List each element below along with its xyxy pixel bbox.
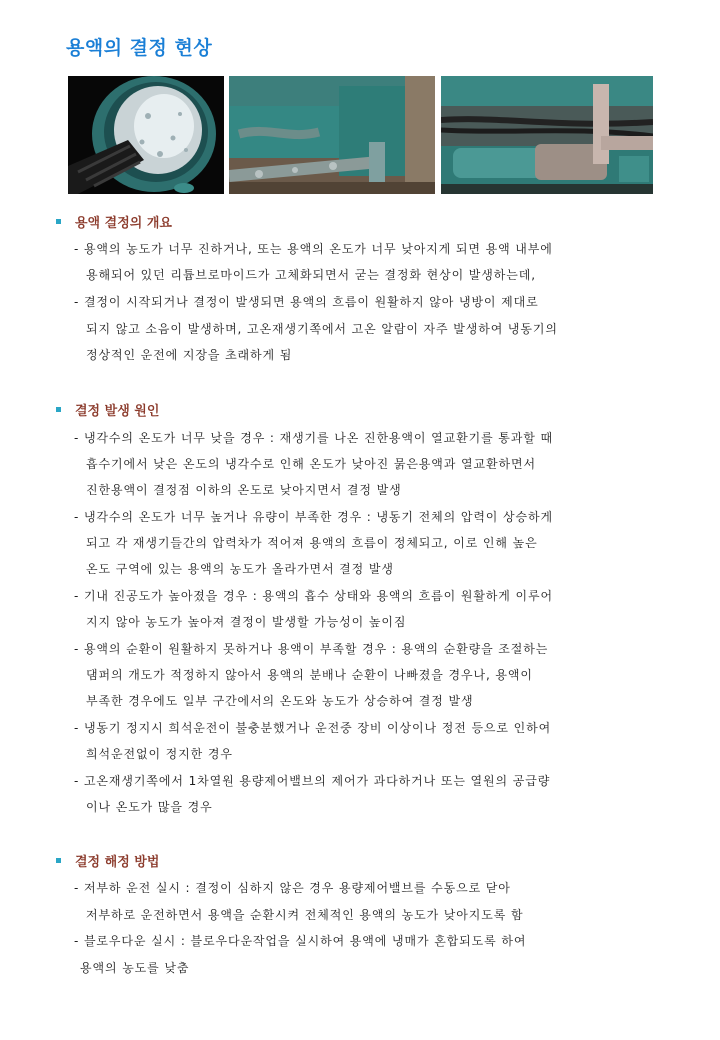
causes-line: 흡수기에서 낮은 온도의 냉각수로 인해 온도가 낮아진 묽은용액과 열교환하면서	[86, 457, 536, 471]
pipe-interior-crystallization-photo	[68, 76, 224, 194]
heat-exchanger-piping-photo	[441, 76, 653, 194]
causes-line: 지지 않아 농도가 높아져 결정이 발생할 가능성이 높이짐	[86, 615, 407, 629]
causes-line: 댐퍼의 개도가 적정하지 않아서 용액의 분배나 순환이 나빠졌을 경우나, 용액이	[86, 668, 533, 682]
bullet-square-icon	[56, 858, 61, 863]
causes-line: 진한용액이 결정점 이하의 온도로 낮아지면서 결정 발생	[86, 483, 402, 497]
overview-line: - 결정이 시작되거나 결정이 발생되면 용액의 흐름이 원활하지 않아 냉방이 제대로	[74, 295, 539, 309]
causes-line: - 기내 진공도가 높아졌을 경우 : 용액의 흡수 상태와 용액의 흐름이 원활하게 이루어	[74, 589, 553, 603]
causes-line: 희석운전없이 정지한 경우	[86, 747, 233, 761]
section-heading-overview: 용액 결정의 개요	[56, 212, 172, 231]
section-heading-causes: 결정 발생 원인	[56, 400, 159, 419]
causes-line: 부족한 경우에도 일부 구간에서의 온도와 농도가 상승하여 결정 발생	[86, 694, 474, 708]
solutions-line: - 블로우다운 실시 : 블로우다운작업을 실시하여 용액에 냉매가 혼합되도록 하여	[74, 934, 527, 948]
section-heading-solutions: 결정 해정 방법	[56, 851, 159, 870]
overview-line: 용해되어 있던 리튬브로마이드가 고체화되면서 굳는 결정화 현상이 발생하는데,	[86, 268, 536, 282]
page-title: 용액의 결정 현상	[66, 37, 213, 59]
overview-line: 정상적인 운전에 지장을 초래하게 됨	[86, 348, 293, 362]
causes-line: 되고 각 재생기들간의 압력차가 적어져 용액의 흐름이 정체되고, 이로 인해 높은	[86, 536, 538, 550]
bullet-square-icon	[56, 407, 61, 412]
causes-line: - 고온재생기쪽에서 1차열원 용량제어밸브의 제어가 과다하거나 또는 열원의 공급량	[74, 774, 551, 788]
overview-line: 되지 않고 소음이 발생하며, 고온재생기쪽에서 고온 알람이 자주 발생하여 냉동기의	[86, 322, 558, 336]
solutions-line: 저부하로 운전하면서 용액을 순환시켜 전체적인 용액의 농도가 낮아지도록 함	[86, 908, 524, 922]
causes-line: - 냉각수의 온도가 너무 낮을 경우 : 재생기를 나온 진한용액이 열교환기를 통과할 때	[74, 431, 553, 445]
causes-line: 온도 구역에 있는 용액의 농도가 올라가면서 결정 발생	[86, 562, 394, 576]
solutions-line: 용액의 농도를 낮춤	[80, 961, 190, 975]
causes-line: - 냉동기 정지시 희석운전이 불충분했거나 운전중 장비 이상이나 정전 등으로 인하여	[74, 721, 552, 735]
overview-line: - 용액의 농도가 너무 진하거나, 또는 용액의 온도가 너무 낮아지게 되면 용액 내부에	[74, 242, 553, 256]
piping-with-crystallization-photo	[229, 76, 435, 194]
causes-line: - 냉각수의 온도가 너무 높거나 유량이 부족한 경우 : 냉동기 전체의 압력이 상승하게	[74, 510, 553, 524]
solutions-line: - 저부하 운전 실시 : 결정이 심하지 않은 경우 용량제어밸브를 수동으로 닫아	[74, 881, 511, 895]
bullet-square-icon	[56, 219, 61, 224]
causes-line: - 용액의 순환이 원활하지 못하거나 용액이 부족할 경우 : 용액의 순환량을 조절하는	[74, 642, 549, 656]
causes-line: 이나 온도가 많을 경우	[86, 800, 213, 814]
